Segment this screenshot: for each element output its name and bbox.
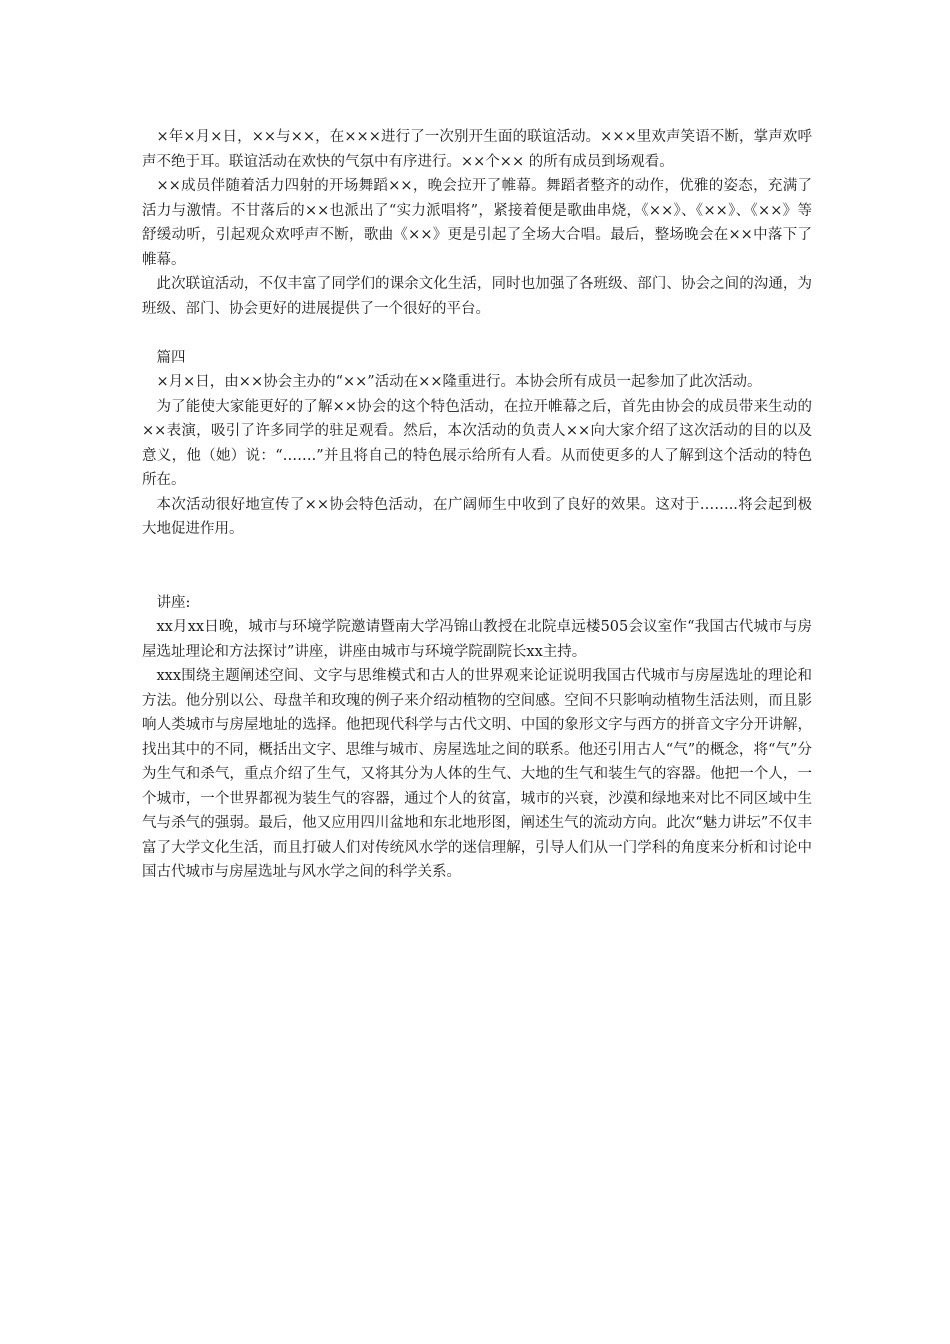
spacer (142, 542, 812, 591)
paragraph: ×月×日，由××协会主办的“××”活动在××隆重进行。本协会所有成员一起参加了此次活动。 (156, 374, 762, 390)
section-heading-lecture: 讲座: (156, 594, 191, 611)
paragraph: 本次活动很好地宣传了××协会特色活动，在广阔师生中收到了良好的效果。这对于……..将会起到极大地促进作用。 (142, 496, 812, 537)
section-heading-part4: 篇四 (156, 349, 186, 366)
paragraph: xx月xx日晚，城市与环境学院邀请暨南大学冯锦山教授在北院卓远楼505会议室作“我国古代城市与房屋选址理论和方法探讨”讲座，讲座由城市与环境学院副院长xx主持。 (142, 619, 812, 660)
spacer (142, 321, 812, 346)
paragraph: 此次联谊活动，不仅丰富了同学们的课余文化生活，同时也加强了各班级、部门、协会之间的沟通，为班级、部门、协会更好的进展提供了一个很好的平台。 (142, 276, 812, 317)
paragraph: 为了能使大家能更好的了解××协会的这个特色活动，在拉开帷幕之后，首先由协会的成员带来生动的××表演，吸引了许多同学的驻足观看。然后，本次活动的负责人××向大家介绍了这次活动的目的以及意义，他（她）说：“…….”并且将自己的特色展示给所有人看。从而使更多的人了解到这个活动的特色所在。 (142, 398, 812, 488)
document-body (142, 125, 812, 885)
paragraph: ×年×月×日，××与××，在×××进行了一次别开生面的联谊活动。×××里欢声笑语不断，掌声欢呼声不绝于耳。联谊活动在欢快的气氛中有序进行。××个×× 的所有成员到场观看。 (142, 129, 812, 170)
paragraph: ××成员伴随着活力四射的开场舞蹈××，晚会拉开了帷幕。舞蹈者整齐的动作，优雅的姿态，充满了活力与激情。不甘落后的××也派出了“实力派唱将”，紧接着便是歌曲串烧，《××》、《××》、《××》等舒缓动听，引起观众欢呼声不断，歌曲《××》更是引起了全场大合唱。最后，整场晚会在××中落下了帷幕。 (142, 178, 812, 268)
paragraph: xxx围绕主题阐述空间、文字与思维模式和古人的世界观来论证说明我国古代城市与房屋选址的理论和方法。他分别以公、母盘羊和玫瑰的例子来介绍动植物的空间感。空间不只影响动植物生活法则，而且影响人类城市与房屋地址的选择。他把现代科学与古代文明、中国的象形文字与西方的拼音文字分开讲解，找出其中的不同，概括出文字、思维与城市、房屋选址之间的联系。他还引用古人“气”的概念，将“气”分为生气和杀气，重点介绍了生气，又将其分为人体的生气、大地的生气和装生气的容器。他把一个人，一个城市，一个世界都视为装生气的容器，通过个人的贫富，城市的兴衰，沙漠和绿地来对比不同区域中生气与杀气的强弱。最后，他又应用四川盆地和东北地形图，阐述生气的流动方向。此次“魅力讲坛”不仅丰富了大学文化生活，而且打破人们对传统风水学的迷信理解，引导人们从一门学科的角度来分析和讨论中国古代城市与房屋选址与风水学之间的科学关系。 (142, 668, 812, 880)
